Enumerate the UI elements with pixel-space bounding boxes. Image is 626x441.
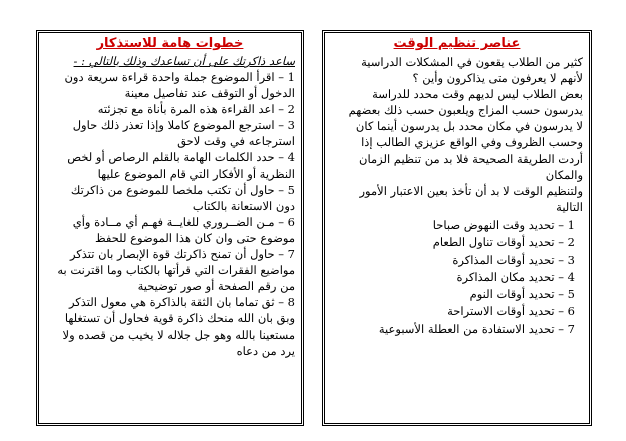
text-line: والمكان — [545, 167, 583, 182]
list-item: 5 – تحديد أوقات النوم — [469, 287, 575, 302]
text-line: مواضيع الفقرات التي قرأتها بالكتاب وما اقترنت به — [57, 263, 295, 278]
study-steps-panel — [36, 30, 304, 426]
text-line: النظرية أو الأفكار التي قام الموضوع عليها — [97, 166, 295, 181]
text-line: التالية — [556, 199, 583, 214]
text-line: وحسب الظروف وفي الواقع عزيزي الطالب إذا — [361, 135, 583, 150]
time-management-panel — [322, 30, 592, 426]
text-line: الدخول أو التوقف عند تفاصيل معينة — [124, 86, 295, 101]
list-item: 4 – تحديد مكان المذاكرة — [456, 269, 575, 284]
text-line: 5 – حاول أن تكتب ملخصا للموضوع من ذاكرتك — [70, 182, 295, 197]
study-steps-body — [39, 69, 301, 359]
text-line: ولتنظيم الوقت لا بد أن تأخذ بعين الاعتبار الأمور — [359, 183, 583, 198]
list-item: 6 – تحديد أوقات الاستراحة — [447, 304, 575, 319]
text-line: وبق بان الله منحك ذاكرة قوية فحاول أن تستغلها — [64, 311, 295, 326]
text-line: كثير من الطلاب يقعون في المشكلات الدراسية — [361, 55, 583, 69]
text-line: بعض الطلاب ليس لديهم وقت محدد للدراسة — [372, 87, 583, 102]
time-management-list — [325, 215, 589, 338]
time-management-body — [325, 54, 589, 215]
list-item: 3 – تحديد أوقات المذاكرة — [452, 252, 575, 267]
text-line: 8 – ثق تماما بان الثقة بالذاكرة هي معول التذكر — [68, 295, 295, 310]
text-line: موضوع حتى وان كان هذا الموضوع للحفظ — [94, 230, 295, 245]
text-line: 7 – حاول أن تمنح ذاكرتك قوة الإبصار بان تتذكر — [69, 247, 295, 262]
text-line: 6 – مـن الضــروري للغايــة فهـم أي مــادة وأي — [72, 214, 295, 229]
text-line: استرجاعه في وقت لاحق — [177, 134, 295, 149]
list-item: 7 – تحديد الاستفادة من العطلة الأسبوعية — [378, 321, 575, 336]
study-steps-title: خطوات هامة للاستذكار — [96, 36, 244, 51]
text-line: يدرسون حسب المزاج ويلعبون حسب ذلك بعضهم — [348, 103, 583, 118]
time-management-title: عناصر تنظيم الوقت — [393, 36, 521, 51]
text-line: أردت الطريقة الصحيحة فلا بد من تنظيم الزمان — [359, 151, 583, 166]
text-line: لا يدرسون في مكان محدد بل يدرسون أينما كان — [355, 119, 583, 134]
text-line: 4 – حدد الكلمات الهامة بالقلم الرصاص أو لخص — [67, 150, 295, 165]
text-line: دون الاستعانة بالكتاب — [192, 198, 295, 213]
list-item: 2 – تحديد أوقات تناول الطعام — [432, 235, 575, 250]
list-item: 1 – تحديد وقت النهوض صباحا — [432, 217, 575, 232]
text-line: من رقم الصفحة أو صور توضيحية — [137, 279, 295, 294]
text-line: 1 – اقرأ الموضوع جملة واحدة قراءة سريعة دون — [64, 70, 295, 84]
text-line: يرد من دعاه — [236, 343, 295, 358]
text-line: 3 – استرجع الموضوع كاملا وإذا تعذر ذلك حاول — [72, 118, 295, 133]
study-steps-subtitle: ساعد ذاكرتك على أن تساعدك وذلك بالتالي : - — [73, 54, 295, 68]
text-line: مستعينا بالله وهو جل جلاله لا يخيب من قصده ولا — [62, 327, 295, 342]
text-line: لأنهم لا يعرفون متى يذاكرون وأين ؟ — [412, 71, 583, 86]
text-line: 2 – اعد القراءة هذه المرة بأناة مع تجزئته — [97, 102, 295, 117]
